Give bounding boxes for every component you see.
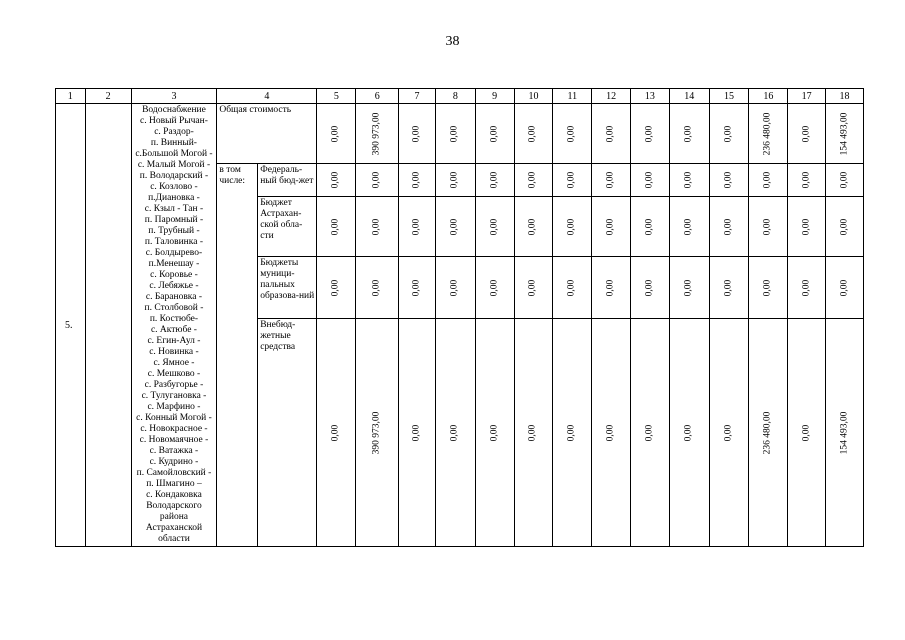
col-header: 11	[553, 89, 592, 104]
locality-line: с. Актюбе -	[150, 325, 197, 335]
value-text: 0,00	[411, 218, 422, 235]
value-cell	[317, 197, 356, 257]
value-text: 0,00	[644, 424, 655, 441]
value-text: 0,00	[371, 171, 382, 189]
row-label: Федераль-ный бюд-жет	[258, 164, 317, 197]
value-text: 154 493,00	[839, 411, 850, 454]
locality-line: с. Егин-Аул -	[147, 336, 201, 346]
value-text: 0,00	[683, 171, 694, 189]
value-cell	[317, 164, 356, 197]
locality-line: п. Шмагино –	[146, 479, 202, 489]
locality-line: п. Самойловский -	[136, 468, 212, 478]
value-cell	[631, 164, 670, 197]
locality-line: с. Ямное -	[153, 358, 195, 368]
value-text: 0,00	[489, 218, 500, 235]
value-text: 0,00	[723, 218, 734, 235]
col-header: 10	[514, 89, 553, 104]
locality-line: с. Новокрасное -	[140, 424, 208, 434]
locality-line: п. Столбовой -	[144, 303, 204, 313]
value-cell	[553, 257, 592, 319]
col-header: 5	[317, 89, 356, 104]
value-cell	[317, 257, 356, 319]
col-header: 15	[709, 89, 749, 104]
value-cell	[435, 197, 475, 257]
value-cell	[826, 104, 864, 164]
value-text: 0,00	[801, 125, 812, 142]
value-cell	[749, 164, 788, 197]
value-text: 0,00	[839, 218, 850, 235]
locality-line: с. Новомаячное -	[139, 435, 209, 445]
value-cell	[592, 164, 631, 197]
value-text: 390 973,00	[371, 411, 382, 454]
value-cell	[631, 197, 670, 257]
locality-line: с.Большой Могой -	[135, 149, 213, 159]
col-header: 14	[669, 89, 709, 104]
value-cell	[553, 164, 592, 197]
value-cell	[709, 319, 749, 547]
value-text: 0,00	[683, 424, 694, 441]
value-cell	[709, 164, 749, 197]
value-text: 0,00	[489, 125, 500, 142]
value-text: 0,00	[762, 279, 773, 296]
value-text: 0,00	[411, 125, 422, 142]
value-text: 0,00	[605, 125, 616, 142]
value-text: 0,00	[683, 218, 694, 235]
value-text: 0,00	[801, 279, 812, 296]
locality-line: с. Кондаковка	[146, 490, 202, 500]
locality-line: п. Таловинка -	[144, 237, 203, 247]
value-cell	[475, 164, 514, 197]
value-text: 0,00	[605, 424, 616, 441]
value-cell	[749, 104, 788, 164]
value-text: 0,00	[411, 424, 422, 441]
value-cell	[826, 257, 864, 319]
locality-line: с. Малый Могой -	[137, 160, 211, 170]
col-header: 6	[356, 89, 399, 104]
locality-line: с. Барановка -	[145, 292, 203, 302]
value-cell	[749, 319, 788, 547]
value-cell	[399, 164, 436, 197]
col-header: 7	[399, 89, 436, 104]
value-text: 0,00	[644, 125, 655, 142]
col-header: 4	[217, 89, 317, 104]
value-cell	[317, 319, 356, 547]
value-text: 0,00	[683, 125, 694, 142]
row-label: Бюджет Астрахан-ской обла-сти	[258, 197, 317, 257]
row-label: Внебюд-жетные средства	[258, 319, 317, 547]
value-cell	[669, 104, 709, 164]
empty-cell	[85, 104, 131, 547]
value-text: 0,00	[411, 279, 422, 296]
value-cell	[475, 197, 514, 257]
value-text: 0,00	[605, 279, 616, 296]
value-cell	[356, 104, 399, 164]
value-cell	[356, 164, 399, 197]
locality-line: с. Кзыл - Тан -	[144, 204, 204, 214]
value-text: 0,00	[449, 171, 460, 189]
value-text: 154 493,00	[839, 112, 850, 155]
value-cell	[788, 104, 826, 164]
total-row	[56, 104, 864, 164]
value-cell	[399, 319, 436, 547]
locality-line: п.Менешау -	[148, 259, 200, 269]
value-text: 390 973,00	[371, 112, 382, 155]
locality-line: с. Болдырево-	[145, 248, 203, 258]
value-text: 0,00	[605, 171, 616, 189]
col-header: 12	[592, 89, 631, 104]
value-text: 0,00	[723, 424, 734, 441]
value-cell	[749, 257, 788, 319]
value-cell	[709, 104, 749, 164]
locality-line: с. Коровье -	[150, 270, 198, 280]
value-cell	[514, 319, 553, 547]
value-text: 0,00	[371, 279, 382, 296]
col-header: 17	[788, 89, 826, 104]
value-text: 0,00	[566, 424, 577, 441]
value-text: 0,00	[566, 125, 577, 142]
value-cell	[631, 104, 670, 164]
value-text: 236 480,00	[762, 411, 773, 454]
value-text: 0,00	[644, 171, 655, 189]
value-text: 0,00	[330, 424, 341, 441]
value-text: 0,00	[801, 218, 812, 235]
value-text: 0,00	[566, 279, 577, 296]
col-header: 18	[826, 89, 864, 104]
locality-line: п. Трубный -	[148, 226, 200, 236]
value-cell	[709, 197, 749, 257]
value-cell	[399, 197, 436, 257]
locality-list	[131, 104, 217, 547]
value-text: 0,00	[527, 218, 538, 235]
value-cell	[592, 257, 631, 319]
locality-line: с. Мешково -	[147, 369, 201, 379]
value-cell	[669, 197, 709, 257]
value-text: 0,00	[566, 218, 577, 235]
locality-line: Водоснабжение	[142, 105, 206, 115]
value-cell	[788, 197, 826, 257]
value-cell	[788, 319, 826, 547]
locality-line: п. Паромный -	[144, 215, 204, 225]
value-text: 0,00	[527, 424, 538, 441]
locality-line: с. Разбугорье -	[144, 380, 204, 390]
value-cell	[669, 319, 709, 547]
locality-line: с. Ватажка -	[149, 446, 199, 456]
value-text: 0,00	[762, 171, 773, 189]
page-number: 38	[445, 34, 460, 49]
value-text: 0,00	[527, 279, 538, 296]
value-cell	[592, 104, 631, 164]
value-text: 0,00	[723, 125, 734, 142]
value-text: 0,00	[839, 279, 850, 296]
value-text: 0,00	[801, 171, 812, 189]
value-cell	[435, 319, 475, 547]
col-header: 9	[475, 89, 514, 104]
value-text: 0,00	[411, 171, 422, 189]
col-header: 1	[56, 89, 86, 104]
value-text: 0,00	[566, 171, 577, 189]
including-label: в том числе:	[217, 164, 258, 547]
value-text: 0,00	[527, 171, 538, 189]
value-text: 0,00	[683, 279, 694, 296]
row-number: 5.	[56, 104, 86, 547]
value-text: 0,00	[605, 218, 616, 235]
value-text: 0,00	[371, 218, 382, 235]
value-cell	[435, 257, 475, 319]
locality-line: района	[159, 512, 189, 522]
col-header: 8	[435, 89, 475, 104]
value-cell	[356, 257, 399, 319]
locality-line: Володарского	[146, 501, 202, 511]
value-cell	[669, 164, 709, 197]
value-text: 0,00	[644, 279, 655, 296]
value-text: 0,00	[644, 218, 655, 235]
locality-line: области	[158, 534, 190, 544]
locality-line: п. Володарский -	[139, 171, 209, 181]
locality-line: п. Костюбе-	[149, 314, 199, 324]
value-cell	[669, 257, 709, 319]
locality-line: с. Новый Рычан-	[140, 116, 208, 126]
value-text: 0,00	[449, 125, 460, 142]
locality-line: с. Тулугановка -	[141, 391, 207, 401]
value-text: 0,00	[489, 279, 500, 296]
value-cell	[592, 319, 631, 547]
col-header: 16	[749, 89, 788, 104]
value-text: 0,00	[839, 171, 850, 189]
value-cell	[356, 197, 399, 257]
value-text: 0,00	[449, 218, 460, 235]
locality-line: с. Новинка -	[149, 347, 199, 357]
locality-line: п. Винный-	[150, 138, 197, 148]
value-text: 0,00	[723, 171, 734, 189]
locality-line: с. Лебяжье -	[149, 281, 199, 291]
value-cell	[399, 104, 436, 164]
value-text: 0,00	[527, 125, 538, 142]
row-label: Бюджеты муници-пальных образова-ний	[258, 257, 317, 319]
value-cell	[709, 257, 749, 319]
value-text: 236 480,00	[762, 112, 773, 155]
total-label: Общая стоимость	[217, 104, 317, 164]
value-text: 0,00	[449, 424, 460, 441]
value-text: 0,00	[723, 279, 734, 296]
value-cell	[475, 104, 514, 164]
value-cell	[631, 319, 670, 547]
budget-table	[55, 88, 864, 547]
value-cell	[553, 104, 592, 164]
col-header: 2	[85, 89, 131, 104]
value-cell	[826, 164, 864, 197]
value-text: 0,00	[330, 125, 341, 142]
value-cell	[514, 257, 553, 319]
value-cell	[553, 197, 592, 257]
value-cell	[788, 164, 826, 197]
header-row	[56, 89, 864, 104]
value-text: 0,00	[330, 218, 341, 235]
value-cell	[514, 104, 553, 164]
value-cell	[826, 319, 864, 547]
locality-line: с. Марфино -	[147, 402, 201, 412]
locality-line: с. Козлово -	[150, 182, 198, 192]
locality-line: с. Конный Могой -	[136, 413, 212, 423]
value-text: 0,00	[330, 171, 341, 189]
value-text: 0,00	[762, 218, 773, 235]
value-text: 0,00	[801, 424, 812, 441]
locality-line: Астраханской	[145, 523, 203, 533]
value-cell	[826, 197, 864, 257]
col-header: 13	[631, 89, 670, 104]
value-cell	[435, 104, 475, 164]
locality-line: с. Раздор-	[154, 127, 194, 137]
value-text: 0,00	[449, 279, 460, 296]
value-cell	[475, 319, 514, 547]
value-cell	[592, 197, 631, 257]
col-header: 3	[131, 89, 217, 104]
value-text: 0,00	[489, 171, 500, 189]
value-cell	[514, 164, 553, 197]
value-cell	[631, 257, 670, 319]
value-text: 0,00	[489, 424, 500, 441]
value-text: 0,00	[330, 279, 341, 296]
value-cell	[514, 197, 553, 257]
value-cell	[788, 257, 826, 319]
value-cell	[399, 257, 436, 319]
locality-line: с. Кудрино -	[149, 457, 199, 467]
value-cell	[317, 104, 356, 164]
locality-line: п.Диановка -	[148, 193, 200, 203]
value-cell	[749, 197, 788, 257]
value-cell	[435, 164, 475, 197]
value-cell	[475, 257, 514, 319]
value-cell	[356, 319, 399, 547]
value-cell	[553, 319, 592, 547]
